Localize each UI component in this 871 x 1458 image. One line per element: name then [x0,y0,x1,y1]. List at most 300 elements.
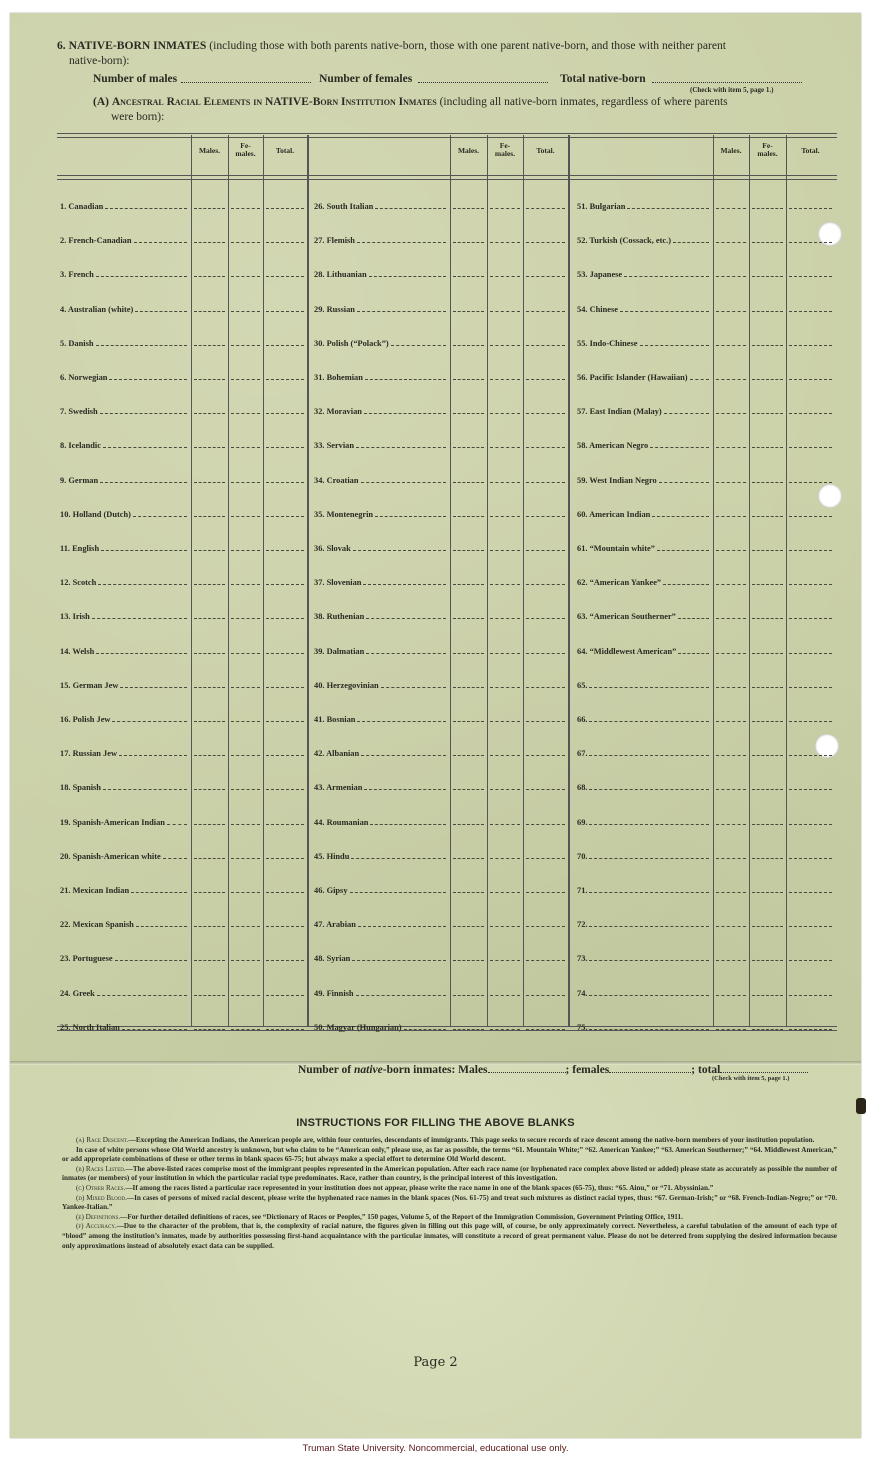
cell-males[interactable] [453,516,484,517]
cell-total[interactable] [526,995,565,996]
cell-total[interactable] [526,926,565,927]
race-label: 23. Portuguese [60,954,113,964]
cell-females[interactable] [231,311,260,312]
cell-females[interactable] [231,755,260,756]
cell-females[interactable] [752,755,783,756]
table-row [577,607,835,621]
summary-total-label: ; total [691,1064,721,1076]
cell-total[interactable] [526,824,565,825]
race-leader-dots [640,345,709,346]
table-row [577,231,835,245]
cell-females[interactable] [752,926,783,927]
cell-females[interactable] [231,858,260,859]
cell-females[interactable] [231,550,260,551]
cell-total[interactable] [789,755,832,756]
race-label: 11. English [60,544,100,553]
cell-males[interactable] [194,516,225,517]
cell-total[interactable] [266,926,304,927]
cell-females[interactable] [231,1029,260,1030]
cell-males[interactable] [453,687,484,688]
cell-males[interactable] [716,584,746,585]
cell-total[interactable] [266,208,304,209]
race-leader-dots [375,516,446,517]
instruction-heading: (b) Races Listed. [76,1164,126,1173]
cell-males[interactable] [194,687,225,688]
cell-males[interactable] [453,824,484,825]
cell-males[interactable] [194,858,225,859]
cell-total[interactable] [526,892,565,893]
cell-males[interactable] [716,687,746,688]
cell-males[interactable] [194,447,225,448]
cell-males[interactable] [716,276,746,277]
race-leader-dots [589,687,709,688]
cell-females[interactable] [490,276,520,277]
cell-males[interactable] [194,550,225,551]
cell-males[interactable] [194,653,225,654]
cell-females[interactable] [231,242,260,243]
cell-total[interactable] [789,926,832,927]
cell-females[interactable] [752,584,783,585]
cell-males[interactable] [453,345,484,346]
table-row [314,744,568,758]
cell-males[interactable] [453,379,484,380]
cell-females[interactable] [752,276,783,277]
cell-males[interactable] [716,345,746,346]
race-label: 28. Lithuanian [314,270,367,280]
cell-males[interactable] [453,960,484,961]
cell-males[interactable] [453,755,484,756]
cell-total[interactable] [526,960,565,961]
race-label: 3. French [60,270,94,280]
race-label: 18. Spanish [60,783,101,793]
cell-total[interactable] [789,208,832,209]
cell-females[interactable] [490,345,520,346]
cell-total[interactable] [266,789,304,790]
cell-males[interactable] [716,618,746,619]
cell-females[interactable] [490,311,520,312]
cell-total[interactable] [789,584,832,585]
cell-total[interactable] [266,447,304,448]
cell-females[interactable] [490,242,520,243]
cell-total[interactable] [526,789,565,790]
cell-total[interactable] [789,1029,832,1030]
cell-females[interactable] [490,687,520,688]
table-row [60,813,307,827]
instruction-paragraph [62,1146,837,1165]
cell-males[interactable] [716,208,746,209]
page-number: Page 2 [413,1355,458,1370]
cell-females[interactable] [490,926,520,927]
header-text: males. [235,149,256,158]
credit-line: Truman State University. Noncommercial, educational use only. [302,1443,569,1454]
cell-females[interactable] [490,550,520,551]
cell-males[interactable] [453,721,484,722]
cell-total[interactable] [526,482,565,483]
cell-females[interactable] [490,653,520,654]
cell-females[interactable] [231,618,260,619]
cell-females[interactable] [231,960,260,961]
cell-total[interactable] [789,824,832,825]
cell-total[interactable] [789,242,832,243]
cell-males[interactable] [453,447,484,448]
race-leader-dots [663,584,709,585]
table-row [60,573,307,587]
cell-males[interactable] [453,584,484,585]
females-field[interactable] [418,73,548,83]
race-leader-dots [650,447,709,448]
cell-females[interactable] [490,892,520,893]
cell-females[interactable] [752,960,783,961]
cell-total[interactable] [789,345,832,346]
cell-total[interactable] [526,584,565,585]
cell-males[interactable] [194,242,225,243]
cell-females[interactable] [752,995,783,996]
cell-males[interactable] [453,618,484,619]
cell-females[interactable] [490,516,520,517]
cell-males[interactable] [194,721,225,722]
summary-males-field[interactable] [488,1063,566,1073]
cell-total[interactable] [266,516,304,517]
cell-males[interactable] [716,482,746,483]
cell-total[interactable] [789,721,832,722]
race-leader-dots [353,550,446,551]
race-label: 25. North Italian [60,1022,120,1032]
cell-total[interactable] [789,858,832,859]
cell-males[interactable] [194,413,225,414]
cell-total[interactable] [789,892,832,893]
race-label: 17. Russian Jew [60,749,118,759]
race-label: 27. Flemish [314,236,355,246]
cell-females[interactable] [231,482,260,483]
cell-females[interactable] [752,311,783,312]
cell-total[interactable] [789,413,832,414]
race-label: 13. Irish [60,612,90,622]
race-label: 42. Albanian [314,749,360,759]
cell-females[interactable] [490,960,520,961]
cell-total[interactable] [526,516,565,517]
cell-males[interactable] [716,516,746,517]
cell-females[interactable] [231,379,260,380]
cell-total[interactable] [789,516,832,517]
cell-total[interactable] [526,413,565,414]
cell-total[interactable] [266,618,304,619]
cell-total[interactable] [526,721,565,722]
cell-males[interactable] [453,242,484,243]
cell-males[interactable] [716,379,746,380]
cell-total[interactable] [789,447,832,448]
cell-females[interactable] [231,447,260,448]
cell-total[interactable] [526,447,565,448]
cell-males[interactable] [194,824,225,825]
cell-males[interactable] [716,242,746,243]
cell-females[interactable] [752,242,783,243]
cell-males[interactable] [716,311,746,312]
cell-females[interactable] [490,721,520,722]
cell-males[interactable] [194,208,225,209]
cell-total[interactable] [266,960,304,961]
cell-females[interactable] [752,413,783,414]
cell-total[interactable] [266,687,304,688]
cell-females[interactable] [752,618,783,619]
cell-females[interactable] [490,482,520,483]
cell-total[interactable] [526,618,565,619]
column-header-total: Total. [801,146,820,155]
cell-total[interactable] [266,858,304,859]
cell-males[interactable] [716,550,746,551]
cell-males[interactable] [194,1029,225,1030]
cell-females[interactable] [231,995,260,996]
cell-males[interactable] [716,892,746,893]
race-leader-dots [366,618,446,619]
paper-tear [856,1098,866,1114]
cell-males[interactable] [453,208,484,209]
race-leader-dots [100,413,187,414]
cell-total[interactable] [526,345,565,346]
cell-males[interactable] [194,311,225,312]
cell-males[interactable] [716,995,746,996]
cell-females[interactable] [752,721,783,722]
cell-females[interactable] [490,208,520,209]
cell-females[interactable] [231,276,260,277]
cell-total[interactable] [266,721,304,722]
cell-females[interactable] [752,208,783,209]
cell-females[interactable] [752,789,783,790]
cell-total[interactable] [789,995,832,996]
cell-total[interactable] [266,379,304,380]
table-row [577,539,835,553]
cell-total[interactable] [789,276,832,277]
cell-total[interactable] [789,653,832,654]
cell-total[interactable] [266,653,304,654]
cell-females[interactable] [752,516,783,517]
cell-total[interactable] [526,276,565,277]
cell-females[interactable] [752,653,783,654]
summary-total-field[interactable] [720,1063,808,1073]
cell-males[interactable] [194,482,225,483]
cell-females[interactable] [490,824,520,825]
race-leader-dots [120,687,187,688]
cell-females[interactable] [752,858,783,859]
cell-females[interactable] [231,926,260,927]
cell-males[interactable] [453,653,484,654]
table-row [60,676,307,690]
instruction-text: —Excepting the American Indians, the American people are, within four centuries, descendants of immigrants. This page seeks to secure records of race descent among the native-born members of your institution population. [128,1136,815,1144]
cell-total[interactable] [789,687,832,688]
cell-females[interactable] [231,789,260,790]
cell-total[interactable] [526,550,565,551]
cell-total[interactable] [789,618,832,619]
cell-total[interactable] [266,995,304,996]
cell-females[interactable] [752,687,783,688]
cell-females[interactable] [231,516,260,517]
cell-females[interactable] [231,208,260,209]
cell-total[interactable] [526,311,565,312]
cell-males[interactable] [194,789,225,790]
race-label: 63. “American Southerner” [577,612,676,622]
cell-females[interactable] [752,379,783,380]
table-row [60,334,307,348]
cell-total[interactable] [266,276,304,277]
cell-total[interactable] [266,1029,304,1030]
race-leader-dots [589,1029,709,1030]
table-row [60,915,307,929]
table-row [60,710,307,724]
cell-males[interactable] [716,960,746,961]
cell-total[interactable] [789,311,832,312]
cell-males[interactable] [716,413,746,414]
race-label: 37. Slovenian [314,578,362,588]
cell-males[interactable] [194,892,225,893]
cell-males[interactable] [716,926,746,927]
race-label: 10. Holland (Dutch) [60,509,131,519]
cell-females[interactable] [231,584,260,585]
table-row [60,1018,307,1032]
column-header-females [487,142,523,158]
race-label: 45. Hindu [314,851,350,861]
cell-males[interactable] [716,824,746,825]
cell-total[interactable] [789,550,832,551]
cell-females[interactable] [752,550,783,551]
cell-females[interactable] [752,892,783,893]
table-row [60,539,307,553]
table-row [577,402,835,416]
cell-females[interactable] [752,824,783,825]
cell-total[interactable] [526,755,565,756]
cell-females[interactable] [231,687,260,688]
cell-females[interactable] [490,618,520,619]
race-leader-dots [620,311,709,312]
cell-total[interactable] [266,824,304,825]
cell-males[interactable] [453,789,484,790]
race-leader-dots [589,721,709,722]
cell-males[interactable] [716,653,746,654]
cell-total[interactable] [266,482,304,483]
column-header-total: Total. [275,146,295,155]
cell-females[interactable] [231,653,260,654]
cell-total[interactable] [526,242,565,243]
race-label: 14. Welsh [60,646,95,656]
cell-males[interactable] [716,721,746,722]
cell-males[interactable] [716,447,746,448]
cell-total[interactable] [266,311,304,312]
cell-total[interactable] [266,892,304,893]
cell-males[interactable] [453,482,484,483]
cell-males[interactable] [453,995,484,996]
cell-males[interactable] [194,618,225,619]
cell-females[interactable] [490,413,520,414]
table-row [577,368,835,382]
table-column-divider [568,135,570,1027]
cell-females[interactable] [490,447,520,448]
cell-females[interactable] [752,345,783,346]
males-field[interactable] [181,73,311,83]
summary-prefix: Number of [298,1064,355,1076]
race-label: 71. [577,886,588,895]
cell-total[interactable] [526,858,565,859]
race-leader-dots [357,721,446,722]
cell-females[interactable] [490,1029,520,1030]
cell-females[interactable] [490,584,520,585]
cell-males[interactable] [453,276,484,277]
cell-females[interactable] [752,447,783,448]
cell-total[interactable] [266,550,304,551]
cell-females[interactable] [231,824,260,825]
cell-females[interactable] [490,379,520,380]
instruction-heading: (a) Race Descent. [76,1136,129,1144]
cell-males[interactable] [453,926,484,927]
cell-females[interactable] [490,995,520,996]
cell-males[interactable] [716,1029,746,1030]
cell-males[interactable] [194,926,225,927]
cell-males[interactable] [716,789,746,790]
cell-males[interactable] [194,960,225,961]
cell-females[interactable] [752,1029,783,1030]
race-label: 52. Turkish (Cossack, etc.) [577,236,671,246]
table-column-divider [307,135,309,1027]
cell-females[interactable] [752,482,783,483]
cell-total[interactable] [266,345,304,346]
cell-males[interactable] [194,345,225,346]
cell-females[interactable] [490,858,520,859]
cell-total[interactable] [789,482,832,483]
cell-total[interactable] [526,1029,565,1030]
cell-males[interactable] [453,413,484,414]
race-table [57,133,837,1030]
cell-males[interactable] [453,892,484,893]
cell-total[interactable] [266,755,304,756]
cell-females[interactable] [490,789,520,790]
cell-total[interactable] [789,960,832,961]
cell-males[interactable] [716,858,746,859]
cell-total[interactable] [266,413,304,414]
cell-males[interactable] [453,311,484,312]
cell-females[interactable] [231,413,260,414]
cell-total[interactable] [526,687,565,688]
cell-males[interactable] [194,995,225,996]
cell-total[interactable] [526,379,565,380]
table-row [60,300,307,314]
race-leader-dots [134,242,187,243]
cell-females[interactable] [231,345,260,346]
total-field[interactable] [652,73,802,83]
cell-males[interactable] [453,550,484,551]
cell-total[interactable] [789,789,832,790]
cell-total[interactable] [526,208,565,209]
summary-females-field[interactable] [609,1063,691,1073]
table-row [314,1018,568,1032]
cell-total[interactable] [526,653,565,654]
race-leader-dots [690,379,709,380]
cell-females[interactable] [231,892,260,893]
cell-total[interactable] [266,242,304,243]
cell-females[interactable] [231,721,260,722]
cell-males[interactable] [194,755,225,756]
instruction-heading: (d) Mixed Blood. [76,1193,127,1202]
cell-males[interactable] [194,584,225,585]
cell-males[interactable] [453,1029,484,1030]
cell-total[interactable] [789,379,832,380]
race-label: 21. Mexican Indian [60,886,130,895]
cell-females[interactable] [490,755,520,756]
table-row [60,197,307,211]
column-header-males: Males. [198,146,221,155]
cell-males[interactable] [716,755,746,756]
cell-males[interactable] [194,276,225,277]
cell-males[interactable] [194,379,225,380]
cell-males[interactable] [453,858,484,859]
section-subtitle: (including those with both parents native-born, those with one parent native-born, and those with neither parent [209,39,727,52]
cell-total[interactable] [266,584,304,585]
